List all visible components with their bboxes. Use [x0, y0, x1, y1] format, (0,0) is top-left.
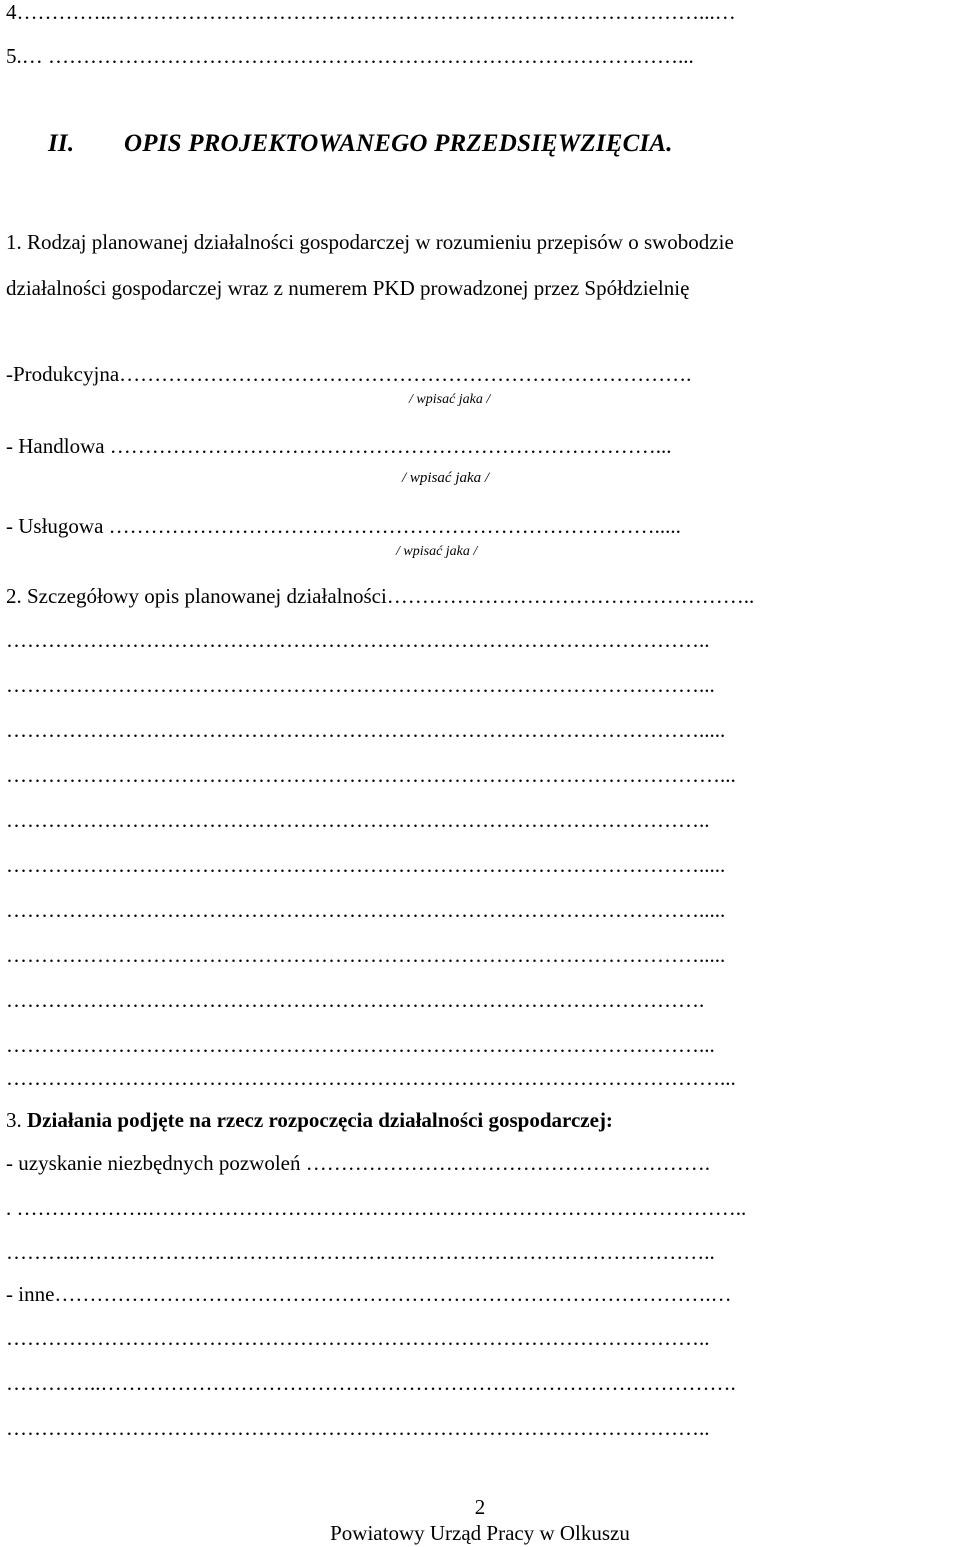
item2-line: ………………………………………………………………………………………... [6, 1033, 715, 1057]
list-line-4: 4…………..…………………………………………………………………………...… [6, 0, 736, 24]
handlowa-field: - Handlowa ……………………………………………………………………... [6, 434, 672, 458]
item1-line1: 1. Rodzaj planowanej działalności gospodarczej w rozumieniu przepisów o swobodzie [6, 230, 734, 254]
section-title: OPIS PROJEKTOWANEGO PRZEDSIĘWZIĘCIA. [124, 130, 673, 157]
item2-line: ………………………………………………………………………………………..... [6, 898, 726, 922]
item1-line2: działalności gospodarczej wraz z numerem PKD prowadzonej przez Spółdzielnię [6, 276, 690, 300]
item3-heading [6, 1108, 613, 1132]
other-line: ……………………………………………………………………………………….. [6, 1326, 710, 1350]
item2-label: 2. Szczegółowy opis planowanej działalności…………………………………………….. [6, 584, 755, 608]
uslugowa-hint: / wpisać jaka / [396, 544, 478, 559]
other-line: …………..………………………………………………………………………………. [6, 1371, 736, 1395]
item2-line: ………………………………………………………………………………………..... [6, 943, 726, 967]
item2-line: ……………………………………………………………………………………….. [6, 808, 710, 832]
produkcyjna-hint: / wpisać jaka / [409, 392, 491, 407]
list-line-5: 5.… ………………………………………………………………………………... [6, 44, 694, 68]
item2-line: …………………………………………………………………………………………... [6, 1066, 736, 1090]
section-number: II. [48, 130, 75, 157]
permits-line: ……….……………………………………………………………………………….. [6, 1240, 715, 1264]
other-line: ……………………………………………………………………………………….. [6, 1416, 710, 1440]
item2-line: ………………………………………………………………………………………..... [6, 853, 726, 877]
other-field: - inne………………………………………………………………………………….… [6, 1282, 732, 1306]
handlowa-hint: / wpisać jaka / [402, 470, 490, 486]
item2-line: ………………………………………………………………………………………... [6, 673, 715, 697]
item3-number: 3. [6, 1108, 22, 1132]
uslugowa-field: - Usługowa ……………………………………………………………………..... [6, 514, 681, 538]
footer-office: Powiatowy Urząd Pracy w Olkuszu [330, 1521, 630, 1545]
page-number: 2 [474, 1495, 486, 1519]
item2-line: ………………………………………………………………………………………. [6, 988, 705, 1012]
item2-line: …………………………………………………………………………………………... [6, 763, 736, 787]
item3-title: Działania podjęte na rzecz rozpoczęcia działalności gospodarczej: [27, 1108, 613, 1132]
item2-line: ……………………………………………………………………………………….. [6, 628, 710, 652]
permits-line: . ……………….………………………………………………………………………….. [6, 1196, 747, 1220]
produkcyjna-field: -Produkcyjna………………………………………………………………………. [6, 362, 692, 386]
permits-field: - uzyskanie niezbędnych pozwoleń …………………………………………………. [6, 1151, 710, 1175]
item2-line: ………………………………………………………………………………………..... [6, 718, 726, 742]
